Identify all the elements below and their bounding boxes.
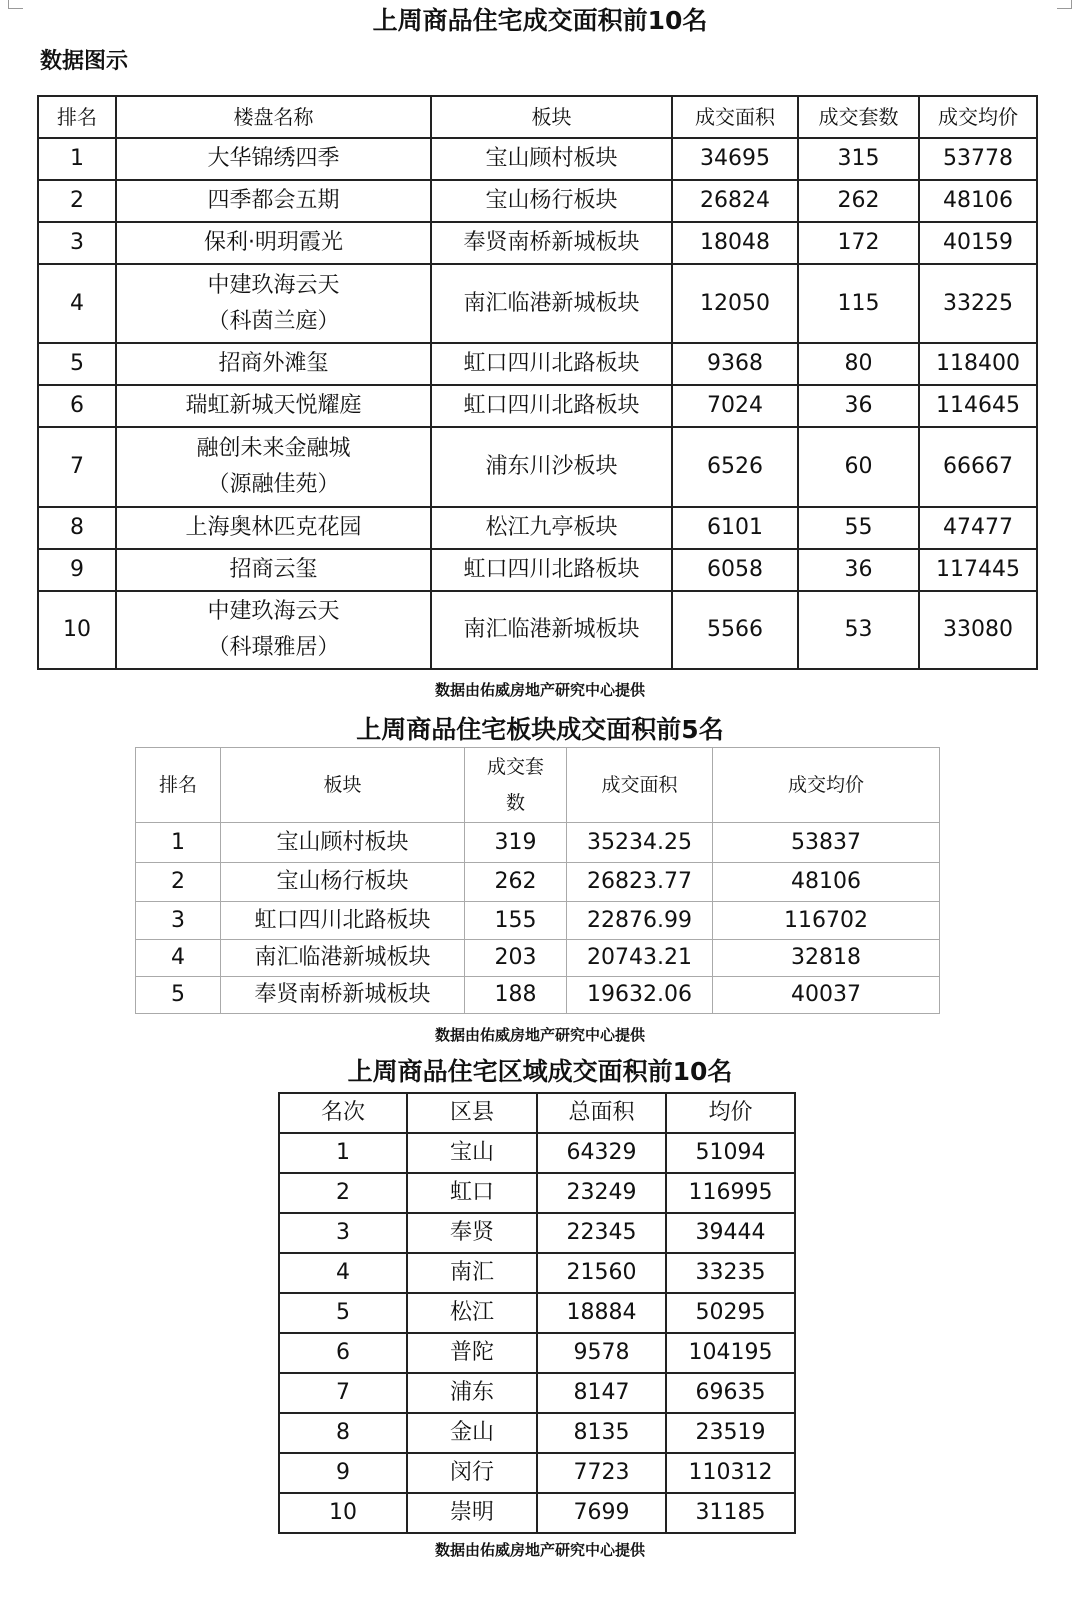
table-row	[38, 507, 1037, 549]
table-row	[279, 1373, 795, 1413]
table-cell: 35234.25	[567, 823, 713, 863]
table-cell: 60	[798, 427, 919, 507]
table-cell: 104195	[666, 1333, 795, 1373]
table-cell: 47477	[919, 507, 1037, 549]
table-cell: 宝山杨行板块	[431, 180, 672, 222]
table-cell: 20743.21	[567, 940, 713, 977]
table-row	[38, 138, 1037, 180]
table-cell: 松江	[407, 1293, 537, 1333]
header-cell: 排名	[38, 96, 116, 138]
table-cell: 188	[465, 977, 567, 1014]
table-cell: 浦东	[407, 1373, 537, 1413]
table-cell: 上海奥林匹克花园	[116, 507, 431, 549]
table-cell: 51094	[666, 1133, 795, 1173]
table-cell: 6	[38, 385, 116, 427]
table-row	[279, 1413, 795, 1453]
table-cell: 26824	[672, 180, 798, 222]
table-cell: 3	[38, 222, 116, 264]
table-cell: 23249	[537, 1173, 666, 1213]
table-cell: 10	[38, 591, 116, 669]
table-cell: 6058	[672, 549, 798, 591]
table-cell: 中建玖海云天 （科璟雅居）	[116, 591, 431, 669]
table-cell: 宝山顾村板块	[221, 823, 465, 863]
table-cell: 虹口四川北路板块	[431, 385, 672, 427]
table-row	[279, 1253, 795, 1293]
table-cell: 4	[38, 264, 116, 343]
table-cell: 18048	[672, 222, 798, 264]
table-row	[279, 1173, 795, 1213]
table-cell: 19632.06	[567, 977, 713, 1014]
table-cell: 四季都会五期	[116, 180, 431, 222]
table-cell: 33235	[666, 1253, 795, 1293]
table-row	[38, 222, 1037, 264]
table-cell: 8147	[537, 1373, 666, 1413]
table-cell: 宝山	[407, 1133, 537, 1173]
table-cell: 虹口四川北路板块	[431, 549, 672, 591]
table-cell: 7024	[672, 385, 798, 427]
header-cell: 成交均价	[713, 748, 940, 823]
table-cell: 瑞虹新城天悦耀庭	[116, 385, 431, 427]
table-cell: 浦东川沙板块	[431, 427, 672, 507]
table-cell: 南汇临港新城板块	[431, 591, 672, 669]
table-row	[279, 1493, 795, 1533]
table-cell: 2	[136, 863, 221, 902]
table-cell: 宝山杨行板块	[221, 863, 465, 902]
table-cell: 5	[279, 1293, 407, 1333]
table-cell: 110312	[666, 1453, 795, 1493]
table-cell: 虹口四川北路板块	[221, 902, 465, 940]
table-cell: 普陀	[407, 1333, 537, 1373]
table-cell: 虹口四川北路板块	[431, 343, 672, 385]
table-row	[38, 264, 1037, 343]
table-cell: 8	[279, 1413, 407, 1453]
table-cell: 大华锦绣四季	[116, 138, 431, 180]
header-cell: 成交面积	[567, 748, 713, 823]
table-cell: 48106	[919, 180, 1037, 222]
table-cell: 40037	[713, 977, 940, 1014]
table-cell: 48106	[713, 863, 940, 902]
table-cell: 172	[798, 222, 919, 264]
table-cell: 5566	[672, 591, 798, 669]
table-cell: 33225	[919, 264, 1037, 343]
header-cell: 成交套数	[798, 96, 919, 138]
table-cell: 36	[798, 549, 919, 591]
header-row	[279, 1093, 795, 1133]
table-cell: 9	[279, 1453, 407, 1493]
table-cell: 9	[38, 549, 116, 591]
header-cell: 区县	[407, 1093, 537, 1133]
table-cell: 6526	[672, 427, 798, 507]
table-row	[279, 1453, 795, 1493]
top5-blocks-table	[135, 747, 940, 1014]
table-cell: 奉贤	[407, 1213, 537, 1253]
table-cell: 2	[279, 1173, 407, 1213]
table-cell: 203	[465, 940, 567, 977]
table-cell: 宝山顾村板块	[431, 138, 672, 180]
table1-source: 数据由佑威房地产研究中心提供	[434, 681, 645, 699]
table-cell: 18884	[537, 1293, 666, 1333]
table-cell: 34695	[672, 138, 798, 180]
table-cell: 奉贤南桥新城板块	[431, 222, 672, 264]
table-cell: 1	[136, 823, 221, 863]
table-cell: 40159	[919, 222, 1037, 264]
table-cell: 55	[798, 507, 919, 549]
table-cell: 南汇	[407, 1253, 537, 1293]
table-row	[38, 427, 1037, 507]
table-cell: 8135	[537, 1413, 666, 1453]
table-row	[136, 977, 940, 1014]
table3-source: 数据由佑威房地产研究中心提供	[434, 1541, 645, 1559]
table-cell: 招商外滩玺	[116, 343, 431, 385]
table-cell: 9578	[537, 1333, 666, 1373]
header-cell: 成交套 数	[465, 748, 567, 823]
table-cell: 南汇临港新城板块	[221, 940, 465, 977]
table-cell: 4	[136, 940, 221, 977]
table-cell: 22876.99	[567, 902, 713, 940]
table-cell: 5	[136, 977, 221, 1014]
table-cell: 1	[279, 1133, 407, 1173]
table-cell: 融创未来金融城 （源融佳苑）	[116, 427, 431, 507]
table-cell: 7	[279, 1373, 407, 1413]
top10-projects-table	[37, 95, 1038, 670]
table-cell: 69635	[666, 1373, 795, 1413]
table-cell: 64329	[537, 1133, 666, 1173]
table-cell: 66667	[919, 427, 1037, 507]
table-cell: 53	[798, 591, 919, 669]
table-cell: 3	[279, 1213, 407, 1253]
table2-title: 上周商品住宅板块成交面积前5名	[356, 715, 724, 744]
table-cell: 26823.77	[567, 863, 713, 902]
table-cell: 39444	[666, 1213, 795, 1253]
table-cell: 50295	[666, 1293, 795, 1333]
table-cell: 南汇临港新城板块	[431, 264, 672, 343]
table-cell: 31185	[666, 1493, 795, 1533]
table-row	[136, 940, 940, 977]
table-row	[279, 1333, 795, 1373]
table-cell: 7	[38, 427, 116, 507]
table-cell: 262	[465, 863, 567, 902]
table3-title: 上周商品住宅区域成交面积前10名	[347, 1057, 733, 1086]
table-cell: 12050	[672, 264, 798, 343]
table-cell: 319	[465, 823, 567, 863]
table-cell: 53778	[919, 138, 1037, 180]
header-cell: 排名	[136, 748, 221, 823]
table-cell: 115	[798, 264, 919, 343]
header-cell: 均价	[666, 1093, 795, 1133]
table-row	[38, 385, 1037, 427]
table-cell: 6	[279, 1333, 407, 1373]
header-cell: 板块	[221, 748, 465, 823]
table-cell: 奉贤南桥新城板块	[221, 977, 465, 1014]
table-cell: 6101	[672, 507, 798, 549]
header-cell: 楼盘名称	[116, 96, 431, 138]
table-cell: 21560	[537, 1253, 666, 1293]
table-cell: 崇明	[407, 1493, 537, 1533]
table-cell: 33080	[919, 591, 1037, 669]
section-subtitle: 数据图示	[40, 49, 129, 74]
table-cell: 36	[798, 385, 919, 427]
table-cell: 4	[279, 1253, 407, 1293]
table1-title: 上周商品住宅成交面积前10名	[372, 6, 708, 35]
table-cell: 23519	[666, 1413, 795, 1453]
table-cell: 3	[136, 902, 221, 940]
table-row	[136, 863, 940, 902]
table-row	[38, 343, 1037, 385]
table-cell: 闵行	[407, 1453, 537, 1493]
table-cell: 1	[38, 138, 116, 180]
table-cell: 2	[38, 180, 116, 222]
table-row	[279, 1213, 795, 1253]
table-cell: 保利·明玥霞光	[116, 222, 431, 264]
table-cell: 116995	[666, 1173, 795, 1213]
table-cell: 7699	[537, 1493, 666, 1533]
header-row	[136, 748, 940, 823]
table-cell: 5	[38, 343, 116, 385]
header-row	[38, 96, 1037, 138]
table-cell: 8	[38, 507, 116, 549]
table-cell: 中建玖海云天 （科茵兰庭）	[116, 264, 431, 343]
table2-source: 数据由佑威房地产研究中心提供	[434, 1026, 645, 1044]
table-cell: 117445	[919, 549, 1037, 591]
table-row	[38, 591, 1037, 669]
table-cell: 80	[798, 343, 919, 385]
header-cell: 板块	[431, 96, 672, 138]
table-cell: 32818	[713, 940, 940, 977]
header-cell: 成交均价	[919, 96, 1037, 138]
table-cell: 招商云玺	[116, 549, 431, 591]
table-cell: 9368	[672, 343, 798, 385]
table-cell: 金山	[407, 1413, 537, 1453]
table-cell: 315	[798, 138, 919, 180]
header-cell: 总面积	[537, 1093, 666, 1133]
table-cell: 114645	[919, 385, 1037, 427]
table-cell: 118400	[919, 343, 1037, 385]
table-row	[136, 902, 940, 940]
table-cell: 53837	[713, 823, 940, 863]
header-cell: 成交面积	[672, 96, 798, 138]
table-row	[136, 823, 940, 863]
table-row	[38, 180, 1037, 222]
table-cell: 262	[798, 180, 919, 222]
table-cell: 松江九亭板块	[431, 507, 672, 549]
table-cell: 116702	[713, 902, 940, 940]
table-cell: 7723	[537, 1453, 666, 1493]
table-cell: 虹口	[407, 1173, 537, 1213]
header-cell: 名次	[279, 1093, 407, 1133]
table-cell: 155	[465, 902, 567, 940]
table-cell: 10	[279, 1493, 407, 1533]
top10-districts-table	[278, 1092, 796, 1534]
table-row	[279, 1293, 795, 1333]
table-cell: 22345	[537, 1213, 666, 1253]
table-row	[38, 549, 1037, 591]
table-row	[279, 1133, 795, 1173]
